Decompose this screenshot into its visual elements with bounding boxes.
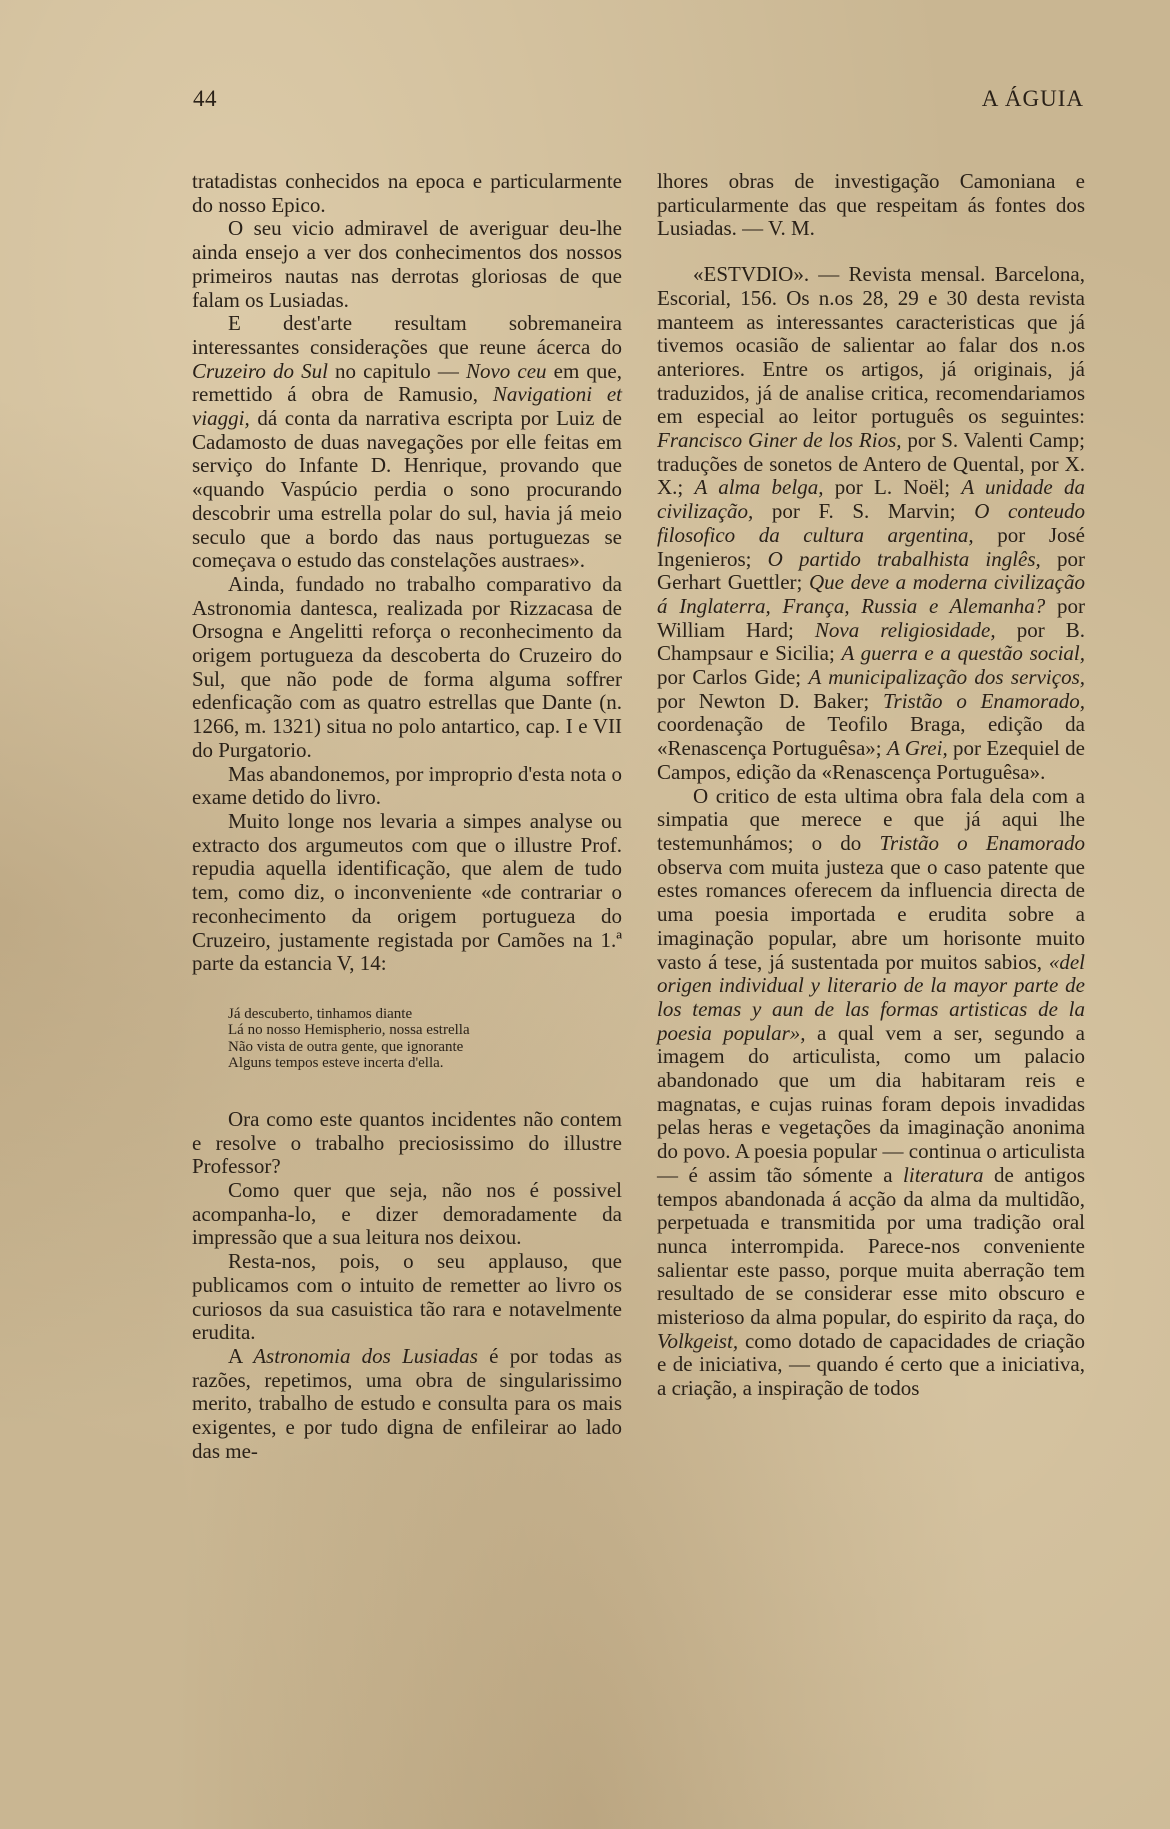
paragraph: tratadistas conhecidos na epoca e particularmente do nosso Epico.	[192, 169, 622, 217]
journal-title: A ÁGUIA	[981, 86, 1084, 111]
paragraph: O seu vicio admiravel de averiguar deu-lhe ainda ensejo a ver dos conhecimentos dos nossos primeiros nautas nas derrotas gloriosas de que falam os Lusiadas.	[192, 216, 622, 312]
paragraph: lhores obras de investigação Camoniana e particularmente das que respeitam ás fontes dos Lusiadas. — V. M.	[657, 169, 1085, 241]
verse-quotation	[228, 1006, 622, 1072]
left-column	[192, 170, 622, 1463]
paragraph: E dest'arte resultam sobremaneira interessantes considerações que reune ácerca do Cruzeiro do Sul no capitulo — Novo ceu em que, remettido á obra de Ramusio, Navigationi et viaggi, dá conta da narrativa escripta por Luiz de Cadamosto de duas navegações por elle feitas em serviço do Infante D. Henrique, provando que «quando Vaspúcio perdia o sono procurando descobrir uma estrella polar do sul, havia já meio seculo que a bordo das naus portuguezas se começava o estudo das constelações austraes».	[192, 311, 622, 573]
verse-line: Lá no nosso Hemispherio, nossa estrella	[228, 1022, 470, 1039]
paragraph: Ora como este quantos incidentes não contem e resolve o trabalho preciosissimo do illustre Professor?	[192, 1106, 622, 1179]
verse-line: Não vista de outra gente, que ignorante	[228, 1038, 464, 1055]
paragraph: Muito longe nos levaria a simpes analyse ou extracto dos argumeutos com que o illustre Prof. repudia aquella identificação, que alem de tudo tem, como diz, o inconveniente «de contrariar o reconhecimento da origem portugueza do Cruzeiro, justamente registada por Camões na 1.ª parte da estancia V, 14:	[192, 808, 622, 976]
review-estvdio: «ESTVDIO». — Revista mensal. Barcelona, Escorial, 156. Os n.os 28, 29 e 30 desta revista manteem as interessantes caracteristicas que já tivemos ocasião de salientar ao falar dos n.os anteriores. Entre os artigos, já originais, já traduzidos, já de analise critica, recomendariamos em especial ao leitor português os seguintes: Francisco Giner de los Rios, por S. Valenti Camp; traduções de sonetos de Antero de Quental, por X. X.; A alma belga, por L. Noël; A unidade da civilização, por F. S. Marvin; O conteudo filosofico da cultura argentina, por José Ingenieros; O partido trabalhista inglês, por Gerhart Guettler; Que deve a moderna civilização á Inglaterra, França, Russia e Alemanha? por William Hard; Nova religiosidade, por B. Champsaur e Sicilia; A guerra e a questão social, por Carlos Gide; A municipalização dos serviços, por Newton D. Baker; Tristão o Enamorado, coordenação de Teofilo Braga, edição da «Renascença Portuguêsa»; A Grei, por Ezequiel de Campos, edição da «Renascença Portuguêsa».	[657, 262, 1086, 784]
verse-line: Alguns tempos esteve incerta d'ella.	[228, 1055, 444, 1072]
right-column	[657, 170, 1085, 1401]
paragraph: O critico de esta ultima obra fala dela com a simpatia que merece e que já aqui lhe testemunhámos; o do Tristão o Enamorado observa com muita justeza que o caso patente que estes romances oferecem da influencia directa de uma poesia importada e erudita sobre a imaginação popular, abre um horisonte muito vasto á tese, já sustentada por muitos sabios, «del origen individual y literario de la mayor parte de los temas y aun de las formas artisticas de la poesia popular», a qual vem a ser, segundo a imagem do articulista, como um palacio abandonado que um dia habitaram reis e magnatas, e cujas ruinas foram depois invadidas pelas heras e vegetações da imaginação anonima do povo. A poesia popular — continua o articulista — é assim tão sómente a literatura de antigos tempos abandonada á acção da alma da multidão, perpetuada e transmitida por uma tradição oral nunca interrompida. Parece-nos conveniente salientar este passo, porque muita aberração tem resultado de se considerar esse mito obscuro e misterioso da alma popular, do espirito da raça, do Volkgeist, como dotado de capacidades de criação e de iniciativa, — quando é certo que a iniciativa, a criação, a inspiração de todos	[657, 783, 1085, 1401]
paragraph: A Astronomia dos Lusiadas é por todas as razões, repetimos, uma obra de singularissimo merito, trabalho de estudo e consulta para os mais exigentes, e por tudo digna de enfileirar ao lado das me-	[192, 1343, 622, 1463]
paragraph: Resta-nos, pois, o seu applauso, que publicamos com o intuito de remetter ao livro os curiosos da sua casuistica tão rara e notavelmente erudita.	[192, 1249, 622, 1345]
running-head	[193, 86, 1084, 120]
paragraph: Como quer que seja, não nos é possivel acompanha-lo, e dizer demoradamente da impressão que a sua leitura nos deixou.	[192, 1178, 622, 1250]
paragraph: Mas abandonemos, por improprio d'esta nota o exame detido do livro.	[192, 761, 622, 810]
paragraph: Ainda, fundado no trabalho comparativo da Astronomia dantesca, realizada por Rizzacasa de Orsogna e Angelitti reforça o reconhecimento da origem portugueza da descoberta do Cruzeiro do Sul, que não pode de forma alguma soffrer edenficação com as quatro estrellas que Dante (n. 1266, m. 1321) situa no polo antartico, cap. I e VII do Purgatorio.	[192, 571, 622, 762]
page-number: 44	[193, 86, 217, 111]
verse-line: Já descuberto, tinhamos diante	[228, 1005, 413, 1022]
